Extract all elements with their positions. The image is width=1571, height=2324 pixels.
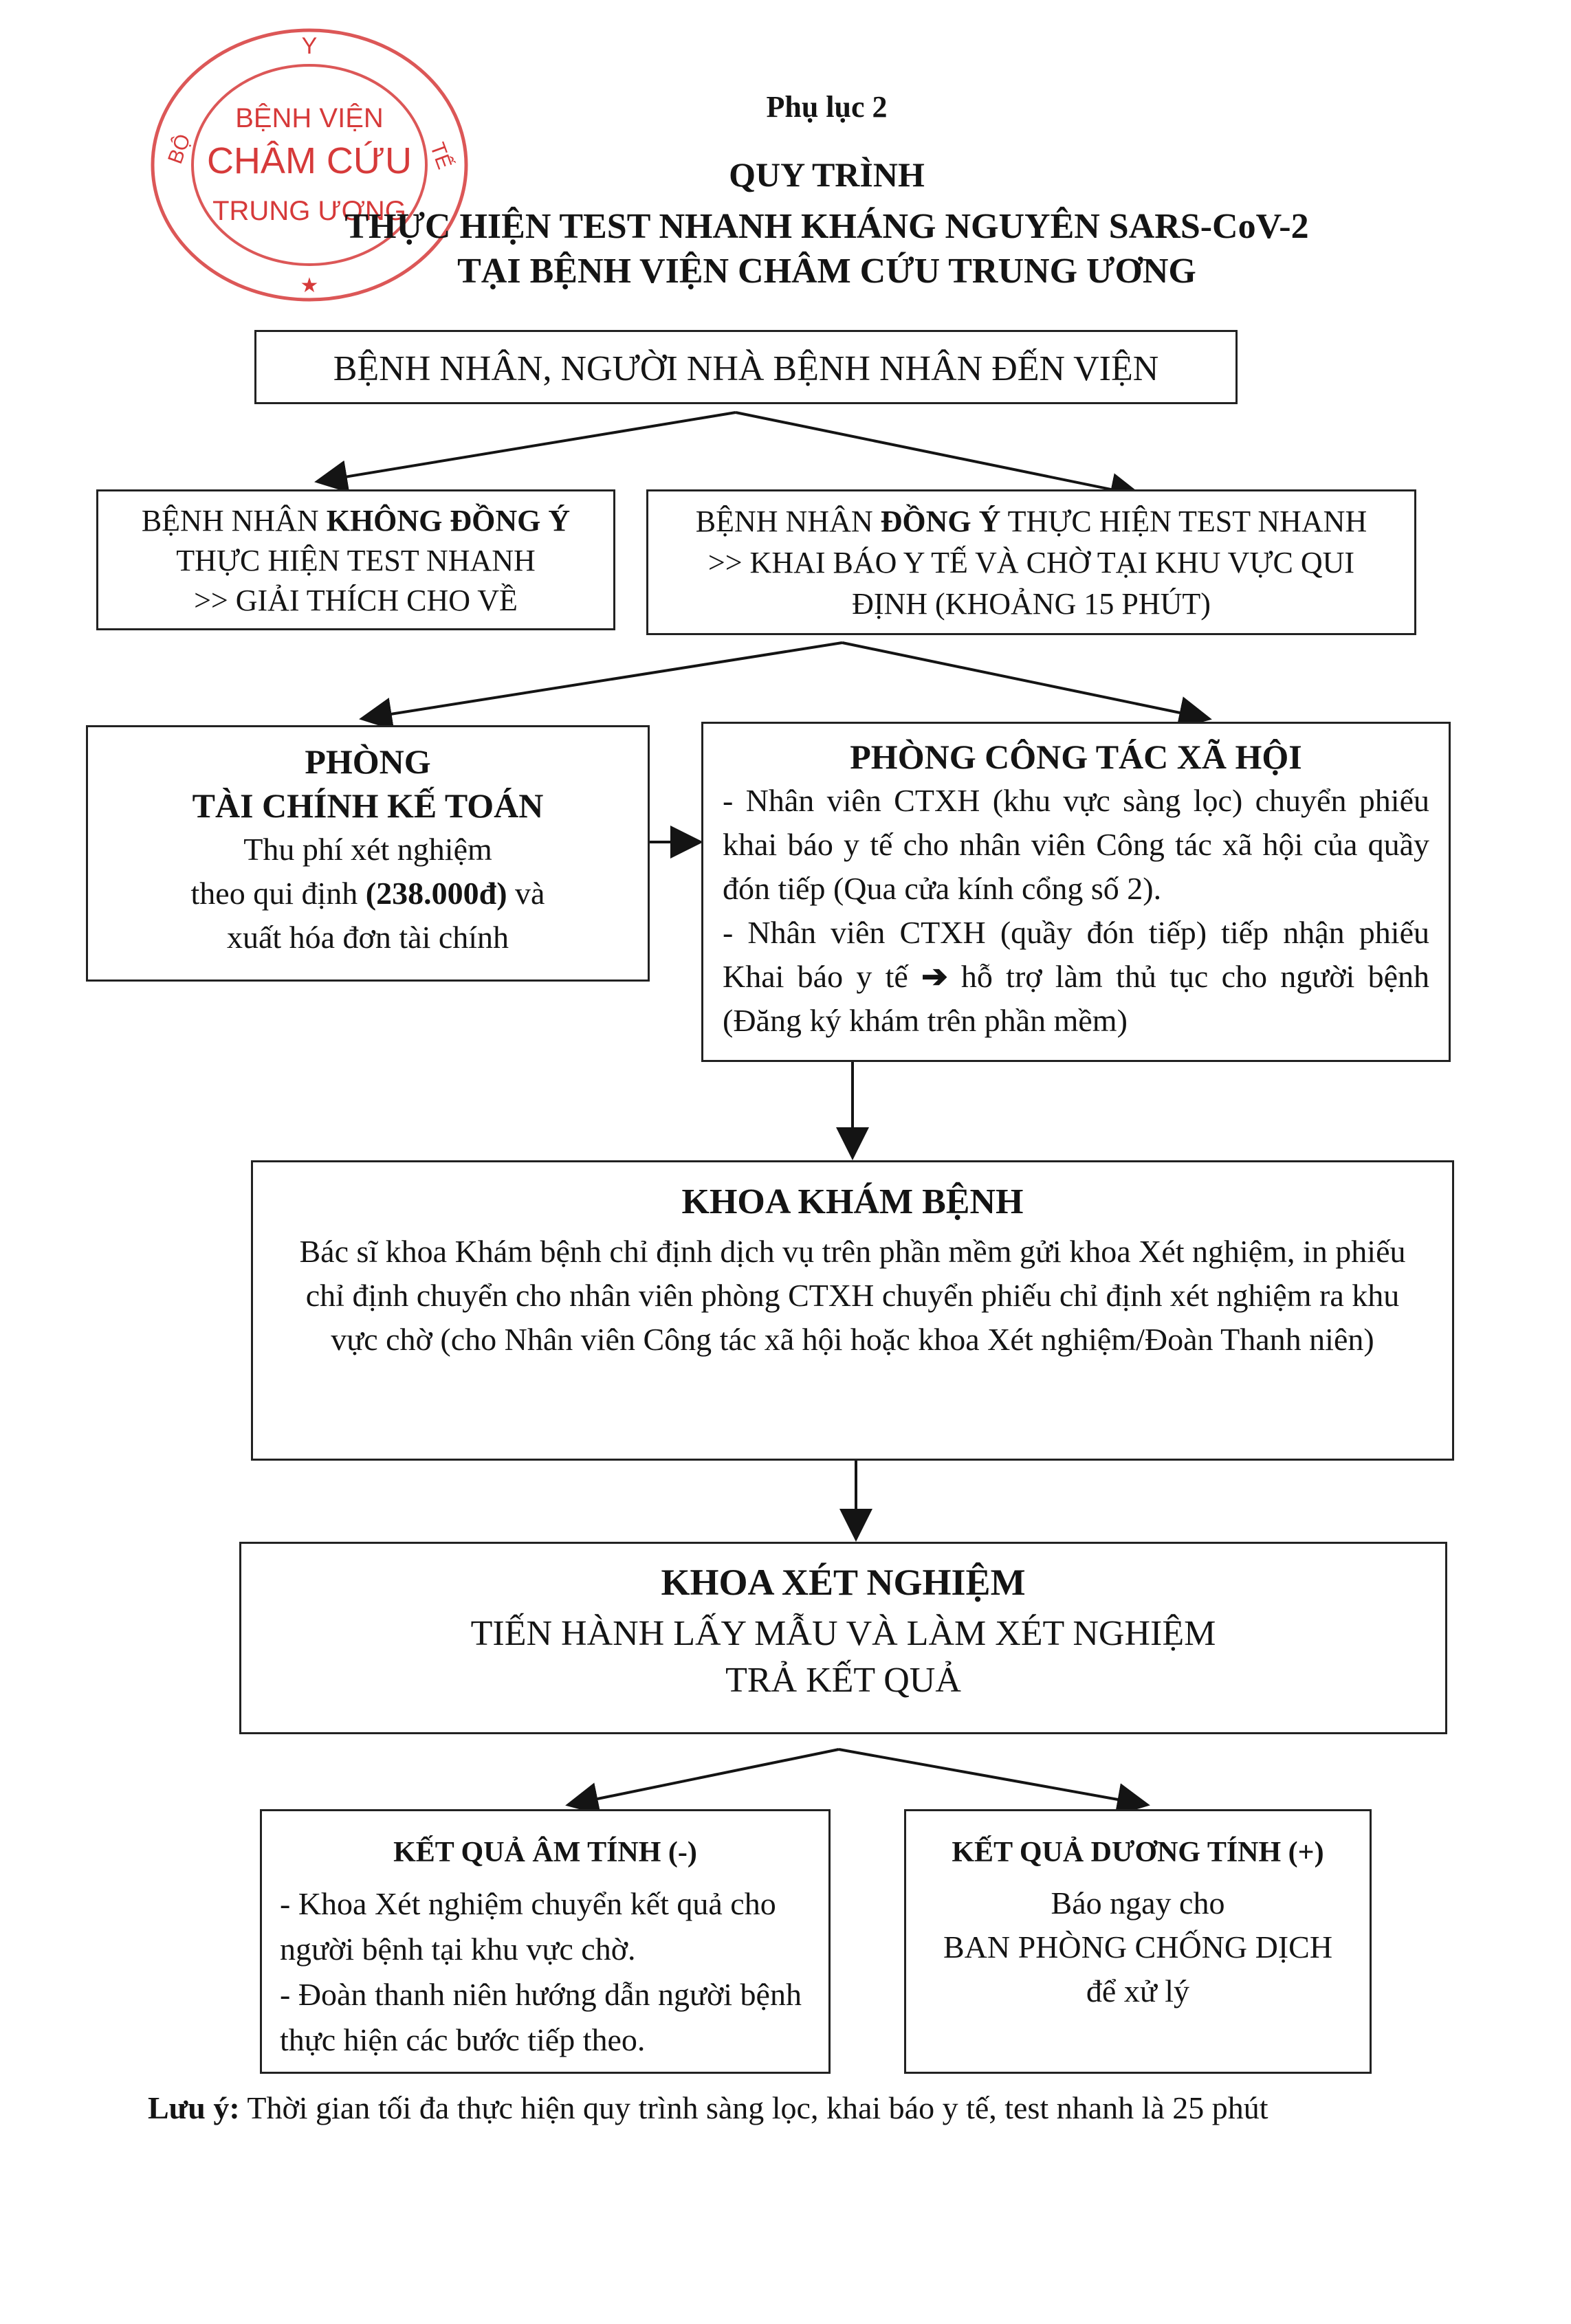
social-p2-post: hỗ trợ làm thủ tục cho người bệnh (Đăng ký khám trên phần mềm) [723, 959, 1430, 1038]
stamp-line1: BỆNH VIỆN [235, 103, 384, 133]
decline-l1-bold: KHÔNG ĐỒNG Ý [326, 504, 571, 538]
stamp-line3: TRUNG ƯƠNG [212, 196, 406, 226]
note-label: Lưu ý: [148, 2090, 240, 2125]
positive-box [904, 1809, 1372, 2074]
positive-l3: để xử lý [1086, 1973, 1190, 2008]
positive-title: KẾT QUẢ DƯƠNG TÍNH (+) [952, 1837, 1324, 1868]
arrow-to-finance [364, 643, 842, 718]
arrival-box [254, 330, 1238, 404]
decline-l2: THỰC HIỆN TEST NHANH [176, 544, 536, 577]
exam-body: Bác sĩ khoa Khám bệnh chỉ định dịch vụ trên phần mềm gửi khoa Xét nghiệm, in phiếu chỉ định chuyển cho nhân viên phòng CTXH chuyển phiếu chỉ định xét nghiệm ra khu vực chờ (cho Nhân viên Công tác xã hội hoặc khoa Xét nghiệm/Đoàn Thanh niên) [299, 1234, 1406, 1357]
accept-l3: ĐỊNH (KHOẢNG 15 PHÚT) [852, 587, 1211, 621]
arrow-to-social [842, 643, 1207, 718]
finance-box [86, 725, 650, 982]
accept-l1-pre: BỆNH NHÂN [695, 505, 881, 538]
social-title: PHÒNG CÔNG TÁC XÃ HỘI [850, 738, 1302, 776]
stamp-ring-top: Y [301, 33, 318, 59]
arrow-to-negative [571, 1749, 839, 1804]
finance-l3: xuất hóa đơn tài chính [226, 920, 509, 955]
decline-l1-pre: BỆNH NHÂN [141, 504, 327, 538]
social-p2-pre: - Nhân viên CTXH (quầy đón tiếp) tiếp nhận phiếu Khai báo y tế [723, 915, 1429, 994]
lab-title: KHOA XÉT NGHIỆM [661, 1562, 1026, 1603]
lab-l1: TIẾN HÀNH LẤY MẪU VÀ LÀM XÉT NGHIỆM [470, 1614, 1216, 1653]
page-title-2: THỰC HIỆN TEST NHANH KHÁNG NGUYÊN SARS-CoV-2 [344, 207, 1309, 246]
arrow-to-decline [320, 412, 736, 481]
finance-l2-pre: theo qui định [190, 876, 366, 911]
arrival-text: BỆNH NHÂN, NGƯỜI NHÀ BỆNH NHÂN ĐẾN VIỆN [333, 349, 1159, 388]
negative-box [260, 1809, 831, 2074]
social-p1: - Nhân viên CTXH (khu vực sàng lọc) chuyển phiếu khai báo y tế cho nhân viên Công tác xã hội của quầy đón tiếp (Qua cửa kính cổng số 2). [723, 783, 1429, 906]
accept-l1-bold: ĐỒNG Ý [880, 505, 1001, 538]
accept-box [646, 489, 1416, 635]
negative-p2: - Đoàn thanh niên hướng dẫn người bệnh thực hiện các bước tiếp theo. [280, 1977, 802, 2057]
negative-p1: - Khoa Xét nghiệm chuyển kết quả cho người bệnh tại khu vực chờ. [280, 1886, 776, 1967]
note-text: Thời gian tối đa thực hiện quy trình sàng lọc, khai báo y tế, test nhanh là 25 phút [239, 2090, 1268, 2125]
positive-l2: BAN PHÒNG CHỐNG DỊCH [943, 1929, 1333, 1965]
finance-title-2: TÀI CHÍNH KẾ TOÁN [192, 786, 544, 825]
finance-title-1: PHÒNG [305, 742, 431, 781]
decline-box [96, 489, 615, 630]
exam-box [251, 1160, 1454, 1461]
negative-title: KẾT QUẢ ÂM TÍNH (-) [393, 1837, 697, 1868]
lab-box [239, 1542, 1447, 1734]
finance-fee: (238.000đ) [365, 876, 507, 911]
appendix-label: Phụ lục 2 [766, 90, 888, 124]
stamp-star: ★ [300, 274, 319, 297]
note [148, 2086, 1488, 2130]
stamp-ring-right: TẾ [425, 140, 456, 173]
finance-l2-post: và [507, 876, 545, 911]
stamp-ring-left: BỘ [164, 131, 195, 167]
right-arrow-icon: ➔ [921, 959, 948, 994]
exam-title: KHOA KHÁM BỆNH [681, 1182, 1024, 1221]
stamp-line2: CHÂM CỨU [206, 140, 413, 181]
social-box [701, 722, 1451, 1062]
page-title-1: QUY TRÌNH [729, 155, 925, 194]
accept-l1-post: THỰC HIỆN TEST NHANH [1000, 505, 1367, 538]
decline-l3: >> GIẢI THÍCH CHO VỀ [194, 584, 518, 617]
arrow-to-accept [736, 412, 1138, 495]
lab-l2: TRẢ KẾT QUẢ [725, 1661, 961, 1700]
positive-l1: Báo ngay cho [1051, 1885, 1225, 1921]
page-title-3: TẠI BỆNH VIỆN CHÂM CỨU TRUNG ƯƠNG [457, 252, 1196, 291]
finance-l1: Thu phí xét nghiệm [243, 832, 492, 867]
arrow-to-positive [839, 1749, 1145, 1804]
accept-l2: >> KHAI BÁO Y TẾ VÀ CHỜ TẠI KHU VỰC QUI [707, 546, 1355, 579]
